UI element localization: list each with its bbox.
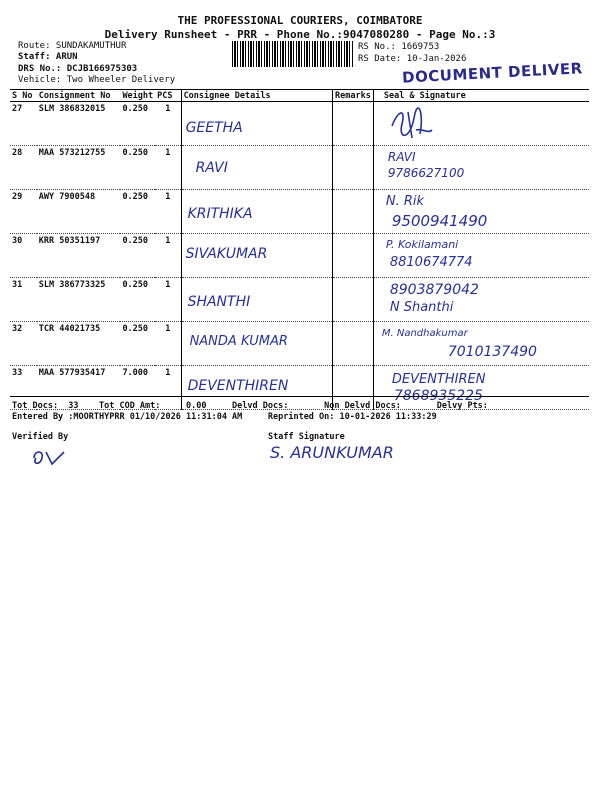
staff-signature-name: S. ARUNKUMAR	[270, 443, 394, 462]
row-consignee-cell	[181, 322, 332, 366]
document-delivered-stamp: DOCUMENT DELIVER	[401, 59, 584, 87]
table-header-row	[10, 90, 589, 102]
row-pcs: 1	[155, 190, 181, 234]
footer-divider	[10, 396, 589, 397]
signature-name: M. Nandhakumar	[381, 328, 468, 339]
row-pcs: 1	[155, 234, 181, 278]
col-consignee: Consignee Details	[181, 90, 332, 102]
row-consignee-cell	[181, 190, 332, 234]
row-sno: 29	[10, 190, 37, 234]
signature-phone: 7010137490	[447, 344, 537, 360]
table-row	[10, 146, 589, 190]
row-weight: 0.250	[120, 278, 155, 322]
company-title: THE PROFESSIONAL COURIERS, COIMBATORE	[177, 14, 423, 27]
vehicle-label: Vehicle: Two Wheeler Delivery	[18, 75, 176, 85]
row-sno: 33	[10, 366, 37, 410]
row-sno: 31	[10, 278, 37, 322]
row-remarks	[333, 278, 374, 322]
row-sno: 30	[10, 234, 37, 278]
table-row	[10, 102, 589, 146]
row-pcs: 1	[155, 102, 181, 146]
row-consignee-cell	[181, 102, 332, 146]
row-consignment: SLM 386832015	[37, 102, 121, 146]
drs-number: DRS No.: DCJB166975303	[18, 64, 138, 74]
verified-by-label: Verified By	[12, 432, 69, 442]
row-consignment: KRR 50351197	[37, 234, 121, 278]
row-consignee-cell	[181, 146, 332, 190]
col-remarks: Remarks	[333, 90, 374, 102]
col-seal-signature: Seal & Signature	[373, 90, 589, 102]
row-weight: 0.250	[120, 146, 155, 190]
col-weight: Weight	[122, 90, 154, 101]
row-weight: 0.250	[120, 234, 155, 278]
verifier-signature	[30, 446, 70, 468]
row-remarks	[333, 146, 374, 190]
row-remarks	[333, 234, 374, 278]
signature-scribble	[384, 104, 434, 142]
runsheet-subtitle: Delivery Runsheet - PRR - Phone No.:9047080280 - Page No.:3	[104, 28, 496, 41]
staff-signature-label: Staff Signature	[268, 432, 345, 442]
row-weight: 0.250	[120, 322, 155, 366]
row-consignment: TCR 44021735	[37, 322, 121, 366]
table-row	[10, 278, 589, 322]
row-signature-cell	[373, 102, 589, 146]
barcode-image	[232, 41, 354, 67]
row-consignment: MAA 573212755	[37, 146, 121, 190]
signature-name: DEVENTHIREN	[391, 372, 486, 387]
runsheet-table	[10, 89, 589, 410]
signature-name: N. Rik	[385, 194, 425, 209]
consignee-handwriting: DEVENTHIREN	[187, 378, 289, 394]
rs-number: RS No.: 1669753	[358, 42, 440, 52]
row-pcs: 1	[155, 146, 181, 190]
row-signature-cell	[373, 322, 589, 366]
row-signature-cell	[373, 234, 589, 278]
consignee-handwriting: SHANTHI	[187, 294, 251, 310]
signature-phone: 8810674774	[389, 255, 473, 270]
staff-label: Staff: ARUN	[18, 52, 78, 62]
col-consignment: Consignment No	[37, 90, 121, 102]
row-consignment: MAA 577935417	[37, 366, 121, 410]
row-consignee-cell	[181, 278, 332, 322]
col-pcs: PCS	[155, 90, 181, 102]
consignee-handwriting: GEETHA	[185, 120, 243, 136]
signature-name: RAVI	[387, 150, 416, 164]
row-weight: 0.250	[120, 190, 155, 234]
signature-phone: 8903879042	[389, 282, 479, 298]
row-remarks	[333, 102, 374, 146]
row-sno: 27	[10, 102, 37, 146]
signature-name: P. Kokilamani	[385, 238, 459, 251]
row-signature-cell	[373, 190, 589, 234]
row-sno: 28	[10, 146, 37, 190]
table-row	[10, 234, 589, 278]
route-label: Route: SUNDAKAMUTHUR	[18, 41, 127, 51]
consignee-handwriting: NANDA KUMAR	[189, 334, 288, 349]
row-consignee-cell	[181, 234, 332, 278]
col-sno: S No	[10, 90, 37, 102]
row-remarks	[333, 190, 374, 234]
table-row	[10, 322, 589, 366]
row-signature-cell	[373, 146, 589, 190]
signature-phone: 9500941490	[391, 212, 488, 230]
consignee-handwriting: RAVI	[195, 160, 228, 176]
row-consignment: SLM 386773325	[37, 278, 121, 322]
row-remarks	[333, 322, 374, 366]
rs-date: RS Date: 10-Jan-2026	[358, 54, 467, 64]
row-pcs: 1	[155, 278, 181, 322]
row-weight: 7.000	[120, 366, 155, 410]
row-sno: 32	[10, 322, 37, 366]
signature-name: N Shanthi	[389, 300, 454, 315]
row-pcs: 1	[155, 322, 181, 366]
table-row	[10, 190, 589, 234]
entered-by-line: Entered By :MOORTHYPRR 01/10/2026 11:31:04 AM Reprinted On: 10-01-2026 11:33:29	[12, 412, 437, 422]
consignee-handwriting: KRITHIKA	[187, 206, 253, 222]
consignee-handwriting: SIVAKUMAR	[185, 246, 268, 262]
row-pcs: 1	[155, 366, 181, 410]
totals-line: Tot Docs: 33 Tot COD Amt: 0.00 Delvd Docs: Non Delvd Docs: Delvy Pts:	[12, 401, 488, 411]
row-weight: 0.250	[120, 102, 155, 146]
signature-phone: 7868935225	[393, 388, 483, 404]
row-consignment: AWY 7900548	[37, 190, 121, 234]
row-signature-cell	[373, 278, 589, 322]
signature-phone: 9786627100	[387, 166, 465, 180]
